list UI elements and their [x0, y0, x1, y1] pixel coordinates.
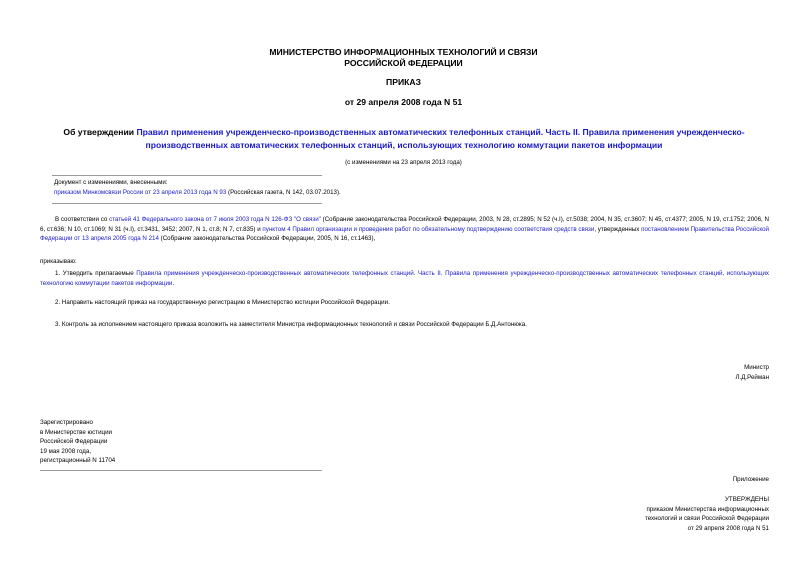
- item-1-text: 1. Утвердить прилагаемые: [55, 270, 137, 277]
- signature-name: Л.Д.Рейман: [735, 373, 769, 381]
- approved-line-2: технологий и связи Российской Федерации: [644, 515, 769, 522]
- amendments-note: (с изменениями на 23 апреля 2013 года): [345, 159, 462, 166]
- ministry-heading: [0, 47, 807, 68]
- title-rules-link[interactable]: Правил применения учрежденческо-производственных автоматических телефонных станций. Часть II. Правила применения учрежденческо-производственных автоматических телефонных станций, использующих технологию коммутации пакетов информации: [136, 127, 745, 150]
- doc-type: ПРИКАЗ: [386, 77, 421, 87]
- changes-entry: [54, 188, 554, 198]
- order-item-2: 2. Направить настоящий приказ на государственную регистрацию в Министерство юстиции Российской Федерации.: [55, 299, 390, 306]
- appendix-label: Приложение: [732, 476, 769, 483]
- signature-block: [569, 363, 769, 382]
- changes-intro: Документ с изменениями, внесенными:: [54, 179, 168, 186]
- changes-bottom-rule: [52, 203, 322, 204]
- approved-heading: УТВЕРЖДЕНЫ: [725, 496, 769, 503]
- document-title: [40, 126, 768, 152]
- registration-line-5: регистрационный N 11704: [40, 457, 116, 464]
- changes-top-rule: [52, 175, 322, 176]
- order-item-1: [40, 269, 769, 288]
- ministry-line-2: РОССИЙСКОЙ ФЕДЕРАЦИИ: [344, 57, 463, 68]
- preamble-paragraph: [40, 215, 769, 244]
- signature-position: Министр: [744, 364, 769, 371]
- preamble-text-3: , утвержденных: [594, 225, 642, 233]
- preamble-text-1: В соответствии со: [55, 216, 110, 223]
- registration-line-4: 19 мая 2008 года,: [40, 447, 92, 455]
- order-word: приказываю:: [40, 258, 77, 265]
- registration-line-1: Зарегистрировано: [40, 419, 93, 426]
- registration-line-3: Российской Федерации: [40, 438, 108, 445]
- registration-rule: [40, 470, 322, 471]
- registration-line-2: в Министерстве юстиции: [40, 428, 113, 436]
- preamble-text-2: (Собрание законодательства Российской Федерации, 2003, N 28, ст.2895; N 52 (ч.I), ст.5038; 2004, N 35, ст.3607; N 45, ст.4377; 2005, N 19, ст.1752; 2006, N 6, ст.636; N 10, ст.1069; N 31 (ч.I), ст.3431, 3452; 2007, N 1, ст.8; N 7, ст.835) и: [40, 216, 769, 233]
- rules-point-link[interactable]: пунктом 4 Правил организации и проведения работ по обязательному подтверждению соответствия средств связи: [262, 225, 595, 233]
- preamble-text-4: (Собрание законодательства Российской Федерации, 2005, N 16, ст.1463),: [158, 235, 376, 242]
- changes-box: [54, 178, 554, 197]
- changes-order-link[interactable]: приказом Минкомсвязи России от 23 апреля 2013 года N 93: [54, 188, 227, 196]
- order-item-3: 3. Контроль за исполнением настоящего приказа возложить на заместителя Министра информационных технологий и связи Российской Федерации Б.Д.Антонюка.: [55, 321, 527, 328]
- doc-date-number: от 29 апреля 2008 года N 51: [344, 97, 463, 107]
- item-1-rules-link[interactable]: Правила применения учрежденческо-производственных автоматических телефонных станций. Часть II. Правила применения учрежденческо-производственных автоматических телефонных станций, использующих технологию коммутации пакетов информации: [40, 270, 769, 287]
- registration-block: [40, 418, 280, 466]
- item-1-end: .: [172, 279, 175, 287]
- title-prefix: Об утверждении: [63, 127, 135, 137]
- government-decree-link[interactable]: постановлением Правительства Российской Федерации от 13 апреля 2005 года N 214: [40, 225, 769, 242]
- changes-source: (Российская газета, N 142, 03.07.2013).: [226, 188, 341, 196]
- approved-line-3: от 29 апреля 2008 года N 51: [687, 524, 769, 532]
- appendix-approval-block: [469, 495, 769, 533]
- ministry-line-1: МИНИСТЕРСТВО ИНФОРМАЦИОННЫХ ТЕХНОЛОГИЙ И СВЯЗИ: [269, 47, 538, 57]
- law-article-link[interactable]: статьей 41 Федерального закона от 7 июля 2003 года N 126-ФЗ "О связи": [109, 216, 321, 223]
- approved-line-1: приказом Министерства информационных: [646, 505, 769, 513]
